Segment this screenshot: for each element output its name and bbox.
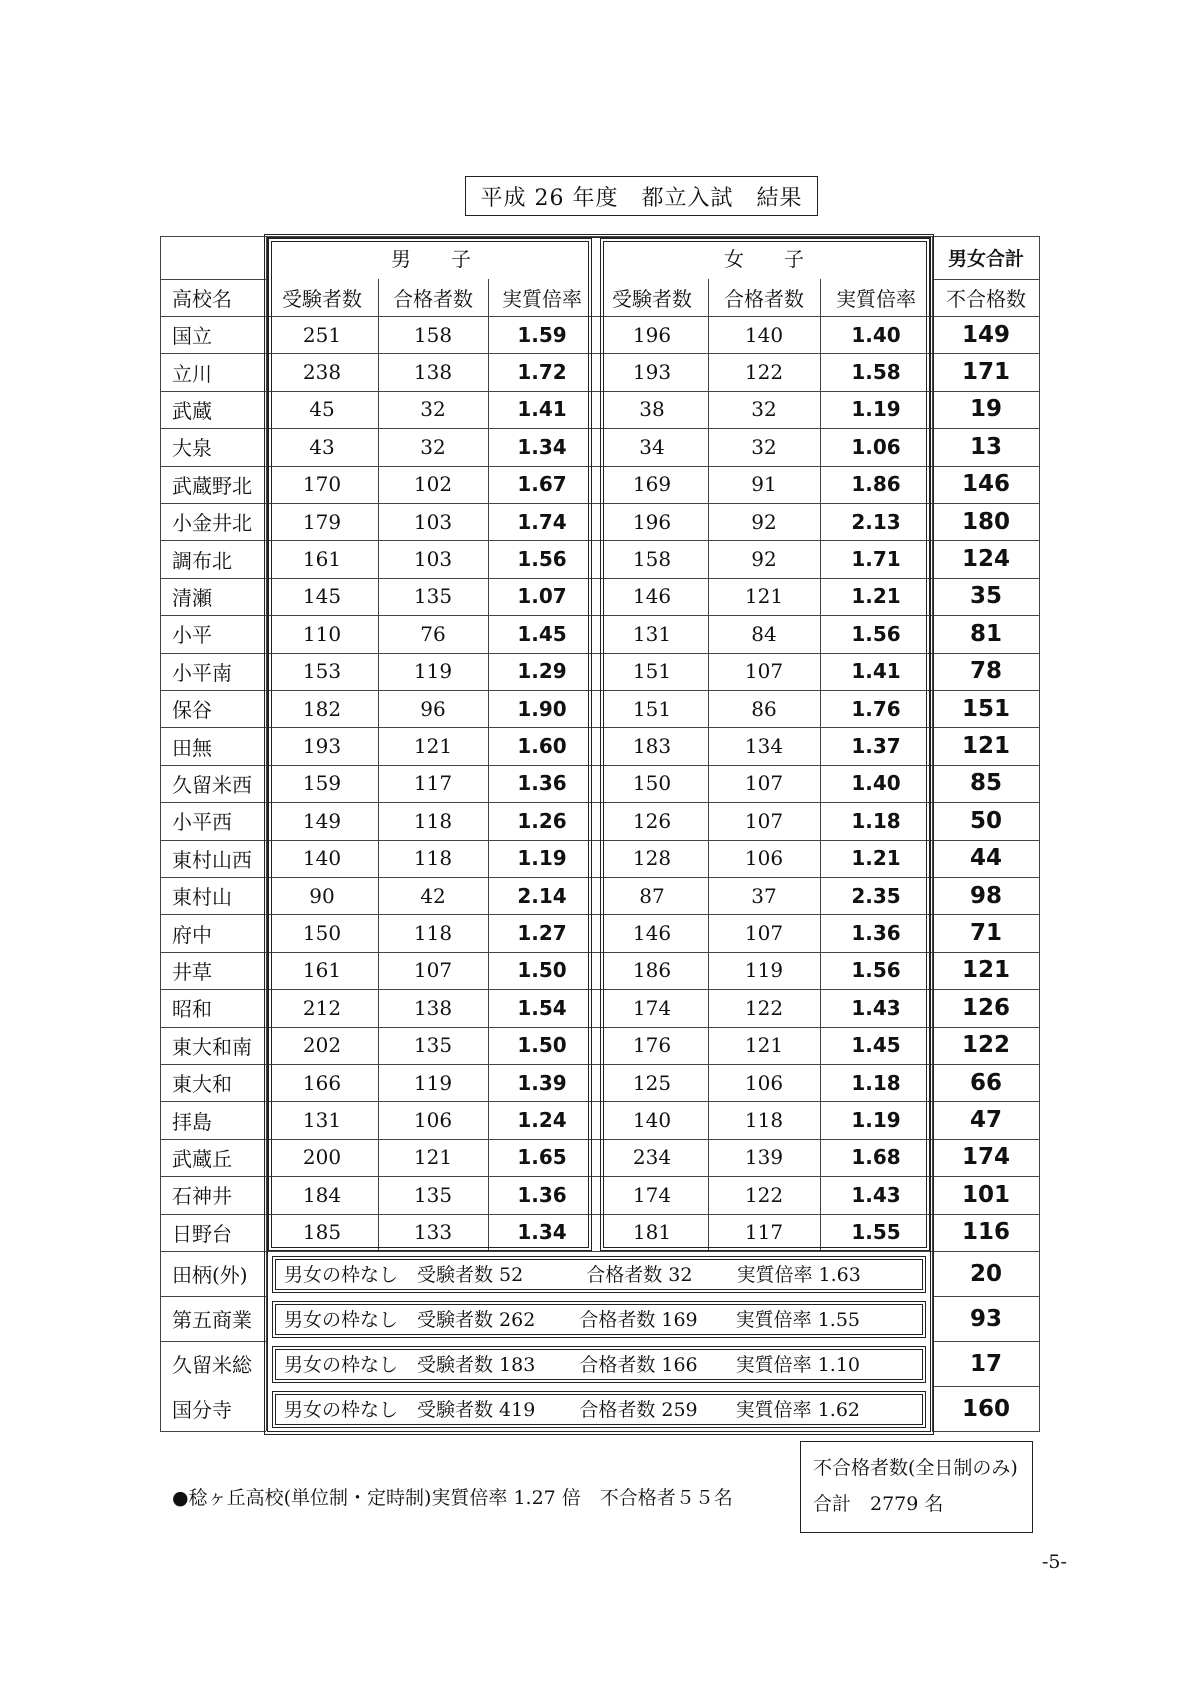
school-name: 小金井北 [172,511,252,536]
failures-count: 81 [969,620,1002,647]
boys-examinees: 184 [302,1182,342,1207]
failures-count: 98 [969,882,1002,909]
girls-examinees: 128 [632,846,672,871]
boys-passers: 102 [413,472,453,497]
girls-ratio: 1.86 [851,472,901,497]
boys-passers: 76 [420,621,446,646]
girls-ratio: 1.19 [851,1108,901,1133]
girls-passers: 121 [744,584,784,609]
failures-count: 66 [969,1069,1002,1096]
school-name: 久留米総 [172,1353,252,1377]
boys-passers: 42 [420,883,446,908]
failures-header: 不合格数 [946,287,1026,311]
school-name: 調布北 [172,548,232,573]
school-name: 武蔵野北 [172,473,252,498]
girls-examinees: 181 [632,1220,672,1245]
combined-stats: 男女の枠なし 受験者数 262 合格者数 169 実質倍率 1.55 [284,1309,860,1331]
boys-ratio: 1.90 [517,696,567,721]
boys-passers: 106 [413,1108,453,1133]
boys-passers: 135 [413,1033,453,1058]
girls-passers: 122 [744,1182,784,1207]
girls-examinees: 38 [639,397,665,422]
boys-ratio: 1.34 [517,434,567,459]
school-name: 昭和 [172,997,212,1022]
boys-ratio: 1.34 [517,1220,567,1245]
failures-count: 35 [969,583,1002,610]
boys-ratio: 1.26 [517,808,567,833]
school-name: 拝島 [172,1109,212,1134]
boys-passers: 119 [413,659,453,684]
boys-examinees: 110 [302,621,342,646]
school-name: 国立 [172,324,212,349]
boys-passers: 118 [413,846,453,871]
grid-line [932,1431,1040,1432]
boys-passers: 138 [413,995,453,1020]
school-name: 田無 [172,735,212,760]
girls-examinees: 126 [632,808,672,833]
boys-ratio: 1.50 [517,958,567,983]
girls-ratio: 1.55 [851,1220,901,1245]
boys-ratio: 1.19 [517,846,567,871]
school-name: 東村山 [172,885,232,910]
girls-ratio: 1.21 [851,584,901,609]
boys-passers: 121 [413,734,453,759]
girls-passers: 134 [744,734,784,759]
boys-passers: 119 [413,1070,453,1095]
girls-passers: 84 [751,621,777,646]
girls-passers: 91 [751,472,777,497]
school-name: 保谷 [172,698,212,723]
boys-ratio: 1.27 [517,921,567,946]
school-name: 久留米西 [172,772,252,797]
boys-ratio: 1.36 [517,1182,567,1207]
girls-ratio: 1.43 [851,1182,901,1207]
girls-examinees: 169 [632,472,672,497]
boys-examinees: 193 [302,734,342,759]
footnote: ●稔ヶ丘高校(単位制・定時制)実質倍率 1.27 倍 不合格者５５名 [172,1487,733,1509]
girls-examinees: 234 [632,1145,672,1170]
girls-passers: 86 [751,696,777,721]
boys-examinees: 179 [302,509,342,534]
failures-count: 149 [961,321,1010,348]
combined-stats: 男女の枠なし 受験者数 183 合格者数 166 実質倍率 1.10 [284,1354,860,1376]
school-name: 東大和南 [172,1034,252,1059]
girls-passers: 122 [744,995,784,1020]
girls-examinees: 186 [632,958,672,983]
girls-ratio: 1.36 [851,921,901,946]
boys-passers: 32 [420,397,446,422]
girls-ratio: 1.76 [851,696,901,721]
girls-ratio: 2.13 [851,509,901,534]
failures-count: 116 [961,1219,1010,1246]
failures-count: 93 [969,1305,1002,1332]
girls-examinees: 151 [632,696,672,721]
failures-count: 174 [961,1144,1010,1171]
boys-passers: 117 [413,771,453,796]
boys-ratio: 1.36 [517,771,567,796]
failures-count: 50 [969,807,1002,834]
page-title: 平成 26 年度 都立入試 結果 [465,176,818,216]
failures-count: 44 [969,845,1002,872]
failures-count: 146 [961,471,1010,498]
boys-passers: 96 [420,696,446,721]
boys-examinees: 149 [302,808,342,833]
girls-ratio: 1.56 [851,621,901,646]
girls-examinees: 174 [632,995,672,1020]
girls-passers: 32 [751,434,777,459]
girls-passers: 139 [744,1145,784,1170]
school-name: 国分寺 [172,1398,232,1422]
girls-examinees: 193 [632,360,672,385]
girls-examinees: 125 [632,1070,672,1095]
boys-ratio: 1.45 [517,621,567,646]
boys-ratio: 1.59 [517,322,567,347]
girls-passers: 32 [751,397,777,422]
boys-ratio: 1.65 [517,1145,567,1170]
school-name: 東村山西 [172,847,252,872]
outer-double-frame [264,234,934,1435]
girls-ratio: 1.41 [851,659,901,684]
girls-examinees: 150 [632,771,672,796]
boys-examinees: 159 [302,771,342,796]
boys-examinees: 182 [302,696,342,721]
boys-examinees: 202 [302,1033,342,1058]
boys-examinees: 150 [302,921,342,946]
school-name: 第五商業 [172,1308,252,1332]
school-name: 武蔵丘 [172,1146,232,1171]
girls-examinees: 174 [632,1182,672,1207]
school-name: 武蔵 [172,398,212,423]
boys-examinees: 200 [302,1145,342,1170]
girls-ratio: 1.71 [851,547,901,572]
failures-count: 124 [961,546,1010,573]
girls-passers: 119 [744,958,784,983]
girls-passers: 107 [744,921,784,946]
boys-ratio: 1.07 [517,584,567,609]
boys-passers: 138 [413,360,453,385]
girls-passers: 122 [744,360,784,385]
girls-ratio: 1.45 [851,1033,901,1058]
girls-examinees: 196 [632,509,672,534]
girls-passers: 92 [751,509,777,534]
boys-passers: 107 [413,958,453,983]
boys-passers: 103 [413,547,453,572]
school-name: 府中 [172,922,212,947]
summary-box [800,1441,1033,1533]
boys-ratio: 1.60 [517,734,567,759]
girls-ratio: 1.58 [851,360,901,385]
girls-examinees: 176 [632,1033,672,1058]
school-name: 清瀬 [172,585,212,610]
boys-ratio-header: 実質倍率 [502,287,582,311]
girls-ratio: 1.43 [851,995,901,1020]
girls-ratio: 1.19 [851,397,901,422]
failures-count: 122 [961,1032,1010,1059]
boys-examinees: 161 [302,547,342,572]
school-name: 東大和 [172,1072,232,1097]
total-group-header: 男女合計 [947,248,1024,270]
boys-examinees-header: 受験者数 [282,287,362,311]
boys-examinees: 153 [302,659,342,684]
failures-count: 171 [961,359,1010,386]
school-header: 高校名 [172,287,232,311]
girls-examinees: 34 [639,434,665,459]
failures-count: 101 [961,1181,1010,1208]
girls-passers: 117 [744,1220,784,1245]
boys-passers: 32 [420,434,446,459]
failures-count: 71 [969,920,1002,947]
combined-stats: 男女の枠なし 受験者数 419 合格者数 259 実質倍率 1.62 [284,1399,860,1421]
boys-examinees: 238 [302,360,342,385]
school-name: 立川 [172,361,212,386]
girls-ratio: 1.68 [851,1145,901,1170]
girls-passers: 107 [744,808,784,833]
grid-line [160,1431,266,1432]
boys-passers-header: 合格者数 [393,287,473,311]
boys-examinees: 140 [302,846,342,871]
girls-passers-header: 合格者数 [724,287,804,311]
school-name: 小平西 [172,810,232,835]
girls-ratio-header: 実質倍率 [836,287,916,311]
girls-examinees-header: 受験者数 [612,287,692,311]
boys-ratio: 1.39 [517,1070,567,1095]
failures-count: 13 [969,433,1002,460]
girls-passers: 106 [744,1070,784,1095]
boys-ratio: 1.54 [517,995,567,1020]
failures-count: 85 [969,770,1002,797]
combined-stats: 男女の枠なし 受験者数 52 合格者数 32 実質倍率 1.63 [284,1264,861,1286]
boys-passers: 118 [413,921,453,946]
girls-examinees: 151 [632,659,672,684]
failures-count: 121 [961,733,1010,760]
boys-examinees: 43 [309,434,335,459]
boys-passers: 133 [413,1220,453,1245]
boys-passers: 103 [413,509,453,534]
boys-ratio: 1.41 [517,397,567,422]
girls-passers: 107 [744,659,784,684]
boys-examinees: 170 [302,472,342,497]
page-number: -5- [1042,1551,1067,1573]
school-name: 田柄(外) [172,1263,248,1287]
failures-count: 180 [961,508,1010,535]
school-name: 大泉 [172,436,212,461]
girls-ratio: 1.06 [851,434,901,459]
school-name: 日野台 [172,1221,232,1246]
boys-ratio: 2.14 [517,883,567,908]
failures-count: 47 [969,1107,1002,1134]
girls-examinees: 158 [632,547,672,572]
boys-ratio: 1.74 [517,509,567,534]
girls-examinees: 87 [639,883,665,908]
boys-passers: 121 [413,1145,453,1170]
girls-ratio: 2.35 [851,883,901,908]
girls-ratio: 1.40 [851,771,901,796]
summary-total: 合計 2779 名 [813,1493,944,1515]
girls-examinees: 146 [632,921,672,946]
school-name: 石神井 [172,1184,232,1209]
girls-passers: 118 [744,1108,784,1133]
boys-examinees: 131 [302,1108,342,1133]
girls-ratio: 1.18 [851,1070,901,1095]
boys-examinees: 212 [302,995,342,1020]
summary-label: 不合格者数(全日制のみ) [813,1457,1018,1479]
girls-group-header: 女 子 [724,247,804,271]
failures-count: 19 [969,396,1002,423]
boys-passers: 118 [413,808,453,833]
boys-ratio: 1.67 [517,472,567,497]
failures-count: 151 [961,695,1010,722]
boys-examinees: 45 [309,397,335,422]
girls-passers: 37 [751,883,777,908]
girls-passers: 140 [744,322,784,347]
girls-examinees: 183 [632,734,672,759]
boys-ratio: 1.56 [517,547,567,572]
girls-examinees: 196 [632,322,672,347]
girls-examinees: 146 [632,584,672,609]
boys-passers: 135 [413,1182,453,1207]
girls-passers: 121 [744,1033,784,1058]
girls-ratio: 1.37 [851,734,901,759]
boys-ratio: 1.72 [517,360,567,385]
girls-ratio: 1.56 [851,958,901,983]
girls-examinees: 131 [632,621,672,646]
school-name: 井草 [172,959,212,984]
boys-passers: 158 [413,322,453,347]
boys-examinees: 90 [309,883,335,908]
girls-passers: 107 [744,771,784,796]
boys-examinees: 166 [302,1070,342,1095]
girls-ratio: 1.21 [851,846,901,871]
failures-count: 78 [969,658,1002,685]
girls-ratio: 1.18 [851,808,901,833]
boys-ratio: 1.24 [517,1108,567,1133]
boys-examinees: 251 [302,322,342,347]
girls-examinees: 140 [632,1108,672,1133]
boys-examinees: 145 [302,584,342,609]
boys-group-header: 男 子 [391,247,471,271]
school-name: 小平 [172,623,212,648]
school-name: 小平南 [172,660,232,685]
boys-examinees: 161 [302,958,342,983]
boys-ratio: 1.29 [517,659,567,684]
girls-passers: 92 [751,547,777,572]
girls-passers: 106 [744,846,784,871]
failures-count: 126 [961,994,1010,1021]
boys-passers: 135 [413,584,453,609]
girls-ratio: 1.40 [851,322,901,347]
failures-count: 17 [969,1350,1002,1377]
boys-ratio: 1.50 [517,1033,567,1058]
failures-count: 160 [961,1395,1010,1422]
failures-count: 20 [969,1260,1002,1287]
failures-count: 121 [961,957,1010,984]
boys-examinees: 185 [302,1220,342,1245]
